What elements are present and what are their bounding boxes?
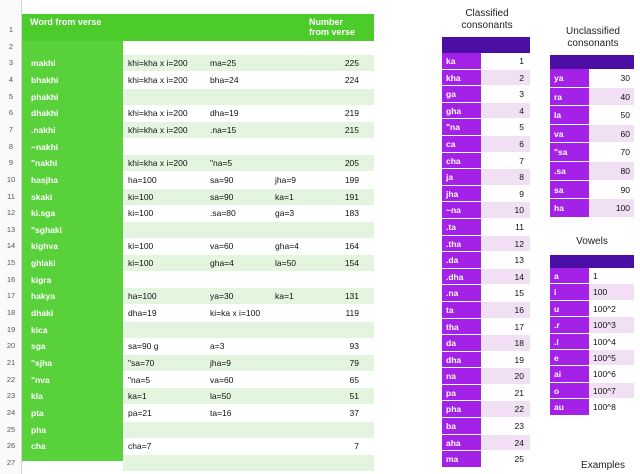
number-cell: 7 [354,441,359,452]
classified-row [442,435,530,452]
vowels-letter: .l [550,334,589,349]
classified-row [442,219,530,236]
factor-a-cell: pa=21 [128,407,152,418]
number-cell: 164 [344,241,359,252]
unclassified-value: 80 [589,162,634,180]
classified-row [442,418,530,435]
factor-b-cell: va=60 [210,241,234,252]
factor-a-cell: ki=100 [128,258,154,269]
factor-c-cell: gha=4 [275,241,299,252]
vowels-value: 100^3 [589,317,634,332]
row-number: 22 [6,374,16,384]
unclassified-letter: ra [550,88,589,106]
factor-b-cell: va=60 [210,374,234,385]
factor-a-cell: khi=kha x i=200 [128,158,188,169]
classified-value: 23 [481,418,530,434]
classified-value: 5 [481,119,530,135]
word-cell: "nva [31,374,50,385]
number-cell: 119 [345,308,359,319]
unclassified-value: 50 [589,106,634,124]
number-cell: 79 [349,358,359,368]
factor-a-cell: sa=90 g [128,341,159,352]
classified-row [442,368,530,385]
word-cell: pta [31,407,44,418]
header-word-from-verse: Word from verse [30,17,102,27]
vowels-row [550,366,634,382]
unclassified-letter: sa [550,181,589,199]
word-cell: makhi [31,58,56,69]
classified-letter: .dha [442,269,481,285]
row-number: 26 [6,441,16,451]
row-number: 14 [6,241,16,251]
factor-b-cell: gha=4 [210,258,234,269]
factor-a-cell: "sa=70 [128,358,155,368]
classified-letter: ba [442,418,481,434]
classified-letter: ja [442,169,481,185]
factor-b-cell: sa=90 [210,174,234,185]
unclassified-title: Unclassified consonants [566,26,620,49]
classified-value: 15 [481,285,530,301]
classified-row [442,236,530,253]
classified-letter: ca [442,136,481,152]
word-cell: phakhi [31,91,59,102]
word-cell: kica [31,324,48,335]
classified-row [442,335,530,352]
unclassified-row [550,106,634,125]
vowels-row [550,350,634,366]
vowels-letter: .r [550,317,589,332]
classified-row [442,53,530,70]
classified-row [442,202,530,219]
word-cell: hasjha [31,174,58,185]
classified-row [442,451,530,468]
factor-b-cell: ya=30 [210,291,234,302]
vowels-letter: e [550,350,589,365]
number-cell: 219 [344,108,359,119]
number-cell: 131 [344,291,359,302]
factor-b-cell: la=50 [210,391,232,402]
classified-row [442,401,530,418]
row-number: 8 [8,141,14,151]
unclassified-row [550,69,634,88]
row-number: 15 [6,258,16,268]
vowels-letter: i [550,284,589,299]
factor-a-cell: "na=5 [128,374,151,385]
vowels-value: 100^5 [589,350,634,365]
factor-a-cell: ki=100 [128,191,154,202]
unclassified-value: 90 [589,181,634,199]
factor-c-cell: ka=1 [275,291,294,302]
vowels-table [550,255,634,416]
unclassified-row [550,88,634,107]
factor-b-cell: "na=5 [210,158,233,169]
classified-row [442,169,530,186]
classified-letter: ka [442,53,481,69]
vowels-title: Vowels [576,236,608,247]
classified-letter: ta [442,302,481,318]
word-cell: dhaki [31,308,54,319]
classified-letter: gha [442,103,481,119]
classified-value: 25 [481,451,530,467]
row-number: 18 [6,308,16,318]
classified-letter: aha [442,435,481,451]
row-number: 24 [6,407,16,417]
classified-row [442,136,530,153]
row-number: 1 [8,25,14,34]
row-number: 10 [6,174,16,184]
factor-a-cell: cha=7 [128,441,152,452]
word-cell: sga [31,341,46,352]
factor-a-cell: ki=100 [128,208,154,219]
classified-value: 20 [481,368,530,384]
number-cell: 205 [344,158,359,169]
word-cell: ghlaki [31,258,56,269]
vowels-row [550,284,634,300]
factor-a-cell: khi=kha x i=200 [128,124,188,135]
classified-row [442,269,530,286]
classified-letter: na [442,368,481,384]
factor-a-cell: ka=1 [128,391,147,402]
unclassified-row [550,181,634,200]
classified-value: 3 [481,86,530,102]
classified-letter: .na [442,285,481,301]
row-stripe [123,222,374,238]
word-cell: ki.sga [31,208,56,219]
factor-a-cell: khi=kha x i=200 [128,108,188,119]
vowels-value: 100^8 [589,399,634,414]
row-number: 3 [8,58,14,68]
row-number: 5 [8,91,14,101]
vowels-letter: a [550,268,589,283]
unclassified-value: 70 [589,143,634,161]
number-cell: 191 [344,191,359,202]
vowels-value: 1 [589,268,634,283]
classified-value: 19 [481,352,530,368]
classified-letter: .ta [442,219,481,235]
row-number-gutter [0,0,22,474]
vowels-letter: ai [550,366,589,381]
header-number-from-verse: Number from verse [309,17,356,37]
factor-c-cell: ka=1 [275,191,294,202]
unclassified-value: 30 [589,69,634,87]
factor-b-cell: bha=24 [210,74,239,85]
number-cell: 154 [344,258,359,269]
factor-b-cell: .na=15 [210,124,237,135]
row-number: 13 [6,224,16,234]
classified-header [442,37,530,53]
classified-row [442,302,530,319]
row-number: 6 [8,108,14,118]
factor-b-cell: a=3 [210,341,225,352]
number-cell: 224 [344,74,359,85]
unclassified-row [550,143,634,162]
classified-value: 9 [481,186,530,202]
classified-row [442,352,530,369]
number-cell: 199 [344,174,359,185]
row-number: 25 [6,424,16,434]
word-cell: kigra [31,274,52,285]
classified-consonants-table [442,37,530,468]
classified-row [442,186,530,203]
vowels-letter: o [550,383,589,398]
unclassified-letter: la [550,106,589,124]
number-cell: 93 [349,341,359,352]
unclassified-letter: .sa [550,162,589,180]
classified-value: 14 [481,269,530,285]
classified-row [442,285,530,302]
classified-letter: cha [442,153,481,169]
classified-value: 4 [481,103,530,119]
unclassified-header [550,55,634,69]
factor-b-cell: ma=25 [210,58,237,69]
word-cell: bhakhi [31,74,59,85]
number-cell: 65 [349,374,359,385]
word-cell: skaki [31,191,53,202]
unclassified-row [550,125,634,144]
unclassified-letter: ha [550,199,589,217]
unclassified-row [550,162,634,181]
unclassified-letter: "sa [550,143,589,161]
classified-row [442,319,530,336]
classified-letter: pa [442,385,481,401]
factor-b-cell: ki=ka x i=100 [210,308,261,319]
classified-letter: "na [442,119,481,135]
row-number: 2 [8,41,14,51]
row-stripe [123,455,374,471]
word-cell: pha [31,424,47,435]
classified-letter: jha [442,186,481,202]
row-stripe [123,422,374,438]
factor-a-cell: ki=100 [128,241,154,252]
number-cell: 51 [349,391,359,402]
vowels-row [550,317,634,333]
classified-value: 1 [481,53,530,69]
vowels-letter: u [550,301,589,316]
unclassified-row [550,199,634,218]
word-cell: ~nakhi [31,141,59,152]
number-cell: 215 [344,124,359,135]
word-cell: kighva [31,241,58,252]
row-number: 19 [6,324,16,334]
word-cell: "sghaki [31,224,62,235]
classified-letter: pha [442,401,481,417]
vowels-letter: au [550,399,589,414]
classified-row [442,153,530,170]
number-cell: 183 [344,208,359,219]
classified-value: 13 [481,252,530,268]
row-number: 21 [6,358,16,367]
row-number: 27 [6,457,16,467]
word-cell: .nakhi [31,124,56,135]
vowels-value: 100^4 [589,334,634,349]
classified-value: 8 [481,169,530,185]
classified-row [442,119,530,136]
vowels-row [550,301,634,317]
row-number: 11 [7,191,15,201]
unclassified-value: 60 [589,125,634,143]
factor-a-cell: khi=kha x i=200 [128,58,188,69]
factor-b-cell: jha=9 [210,358,232,368]
classified-row [442,103,530,120]
row-number: 20 [6,341,16,351]
classified-value: 12 [481,236,530,252]
examples-label: Examples [581,460,625,471]
row-number: 23 [6,391,16,401]
vowels-value: 100^7 [589,383,634,398]
factor-b-cell: ta=16 [210,407,232,418]
classified-title: Classified consonants [461,8,513,31]
classified-letter: .da [442,252,481,268]
row-stripe [123,89,374,105]
classified-letter: ~na [442,202,481,218]
classified-value: 18 [481,335,530,351]
vowels-value: 100 [589,284,634,299]
classified-letter: dha [442,352,481,368]
classified-letter: .tha [442,236,481,252]
vowels-header [550,255,634,268]
row-number: 12 [6,208,16,218]
word-cell: dhakhi [31,108,59,119]
word-cell: "sjha [31,358,53,368]
unclassified-value: 40 [589,88,634,106]
classified-letter: ma [442,451,481,467]
word-cell: kla [31,391,43,402]
factor-a-cell: khi=kha x i=200 [128,74,188,85]
factor-c-cell: jha=9 [275,174,297,185]
factor-a-cell: ha=100 [128,174,157,185]
unclassified-value: 100 [589,199,634,217]
factor-c-cell: la=50 [275,258,297,269]
classified-value: 17 [481,319,530,335]
word-cell: cha [31,441,46,452]
classified-letter: ga [442,86,481,102]
classified-value: 7 [481,153,530,169]
unclassified-consonants-table [550,55,634,218]
unclassified-letter: ya [550,69,589,87]
unclassified-letter: va [550,125,589,143]
factor-a-cell: dha=19 [128,308,157,319]
factor-b-cell: .sa=80 [210,208,236,219]
factor-c-cell: ga=3 [275,208,295,219]
classified-row [442,252,530,269]
vowels-row [550,383,634,399]
classified-value: 6 [481,136,530,152]
classified-letter: kha [442,70,481,86]
number-cell: 37 [349,407,359,418]
word-cell: hakya [31,291,56,302]
row-stripe [123,322,374,338]
row-number: 16 [6,274,16,284]
classified-value: 16 [481,302,530,318]
vowels-value: 100^2 [589,301,634,316]
classified-value: 2 [481,70,530,86]
row-number: 9 [8,158,14,168]
classified-value: 11 [481,219,530,235]
classified-value: 22 [481,401,530,417]
factor-b-cell: dha=19 [210,108,239,119]
number-cell: 225 [344,58,359,69]
vowels-value: 100^6 [589,366,634,381]
factor-b-cell: sa=90 [210,191,234,202]
classified-letter: da [442,335,481,351]
classified-value: 24 [481,435,530,451]
classified-letter: tha [442,319,481,335]
factor-a-cell: ha=100 [128,291,157,302]
word-cell: "nakhi [31,158,58,169]
classified-row [442,86,530,103]
classified-row [442,385,530,402]
vowels-row [550,334,634,350]
vowels-row [550,268,634,284]
classified-row [442,70,530,87]
vowels-row [550,399,634,415]
classified-value: 10 [481,202,530,218]
classified-value: 21 [481,385,530,401]
row-number: 7 [8,124,14,134]
row-number: 4 [8,74,14,84]
row-number: 17 [6,291,16,301]
